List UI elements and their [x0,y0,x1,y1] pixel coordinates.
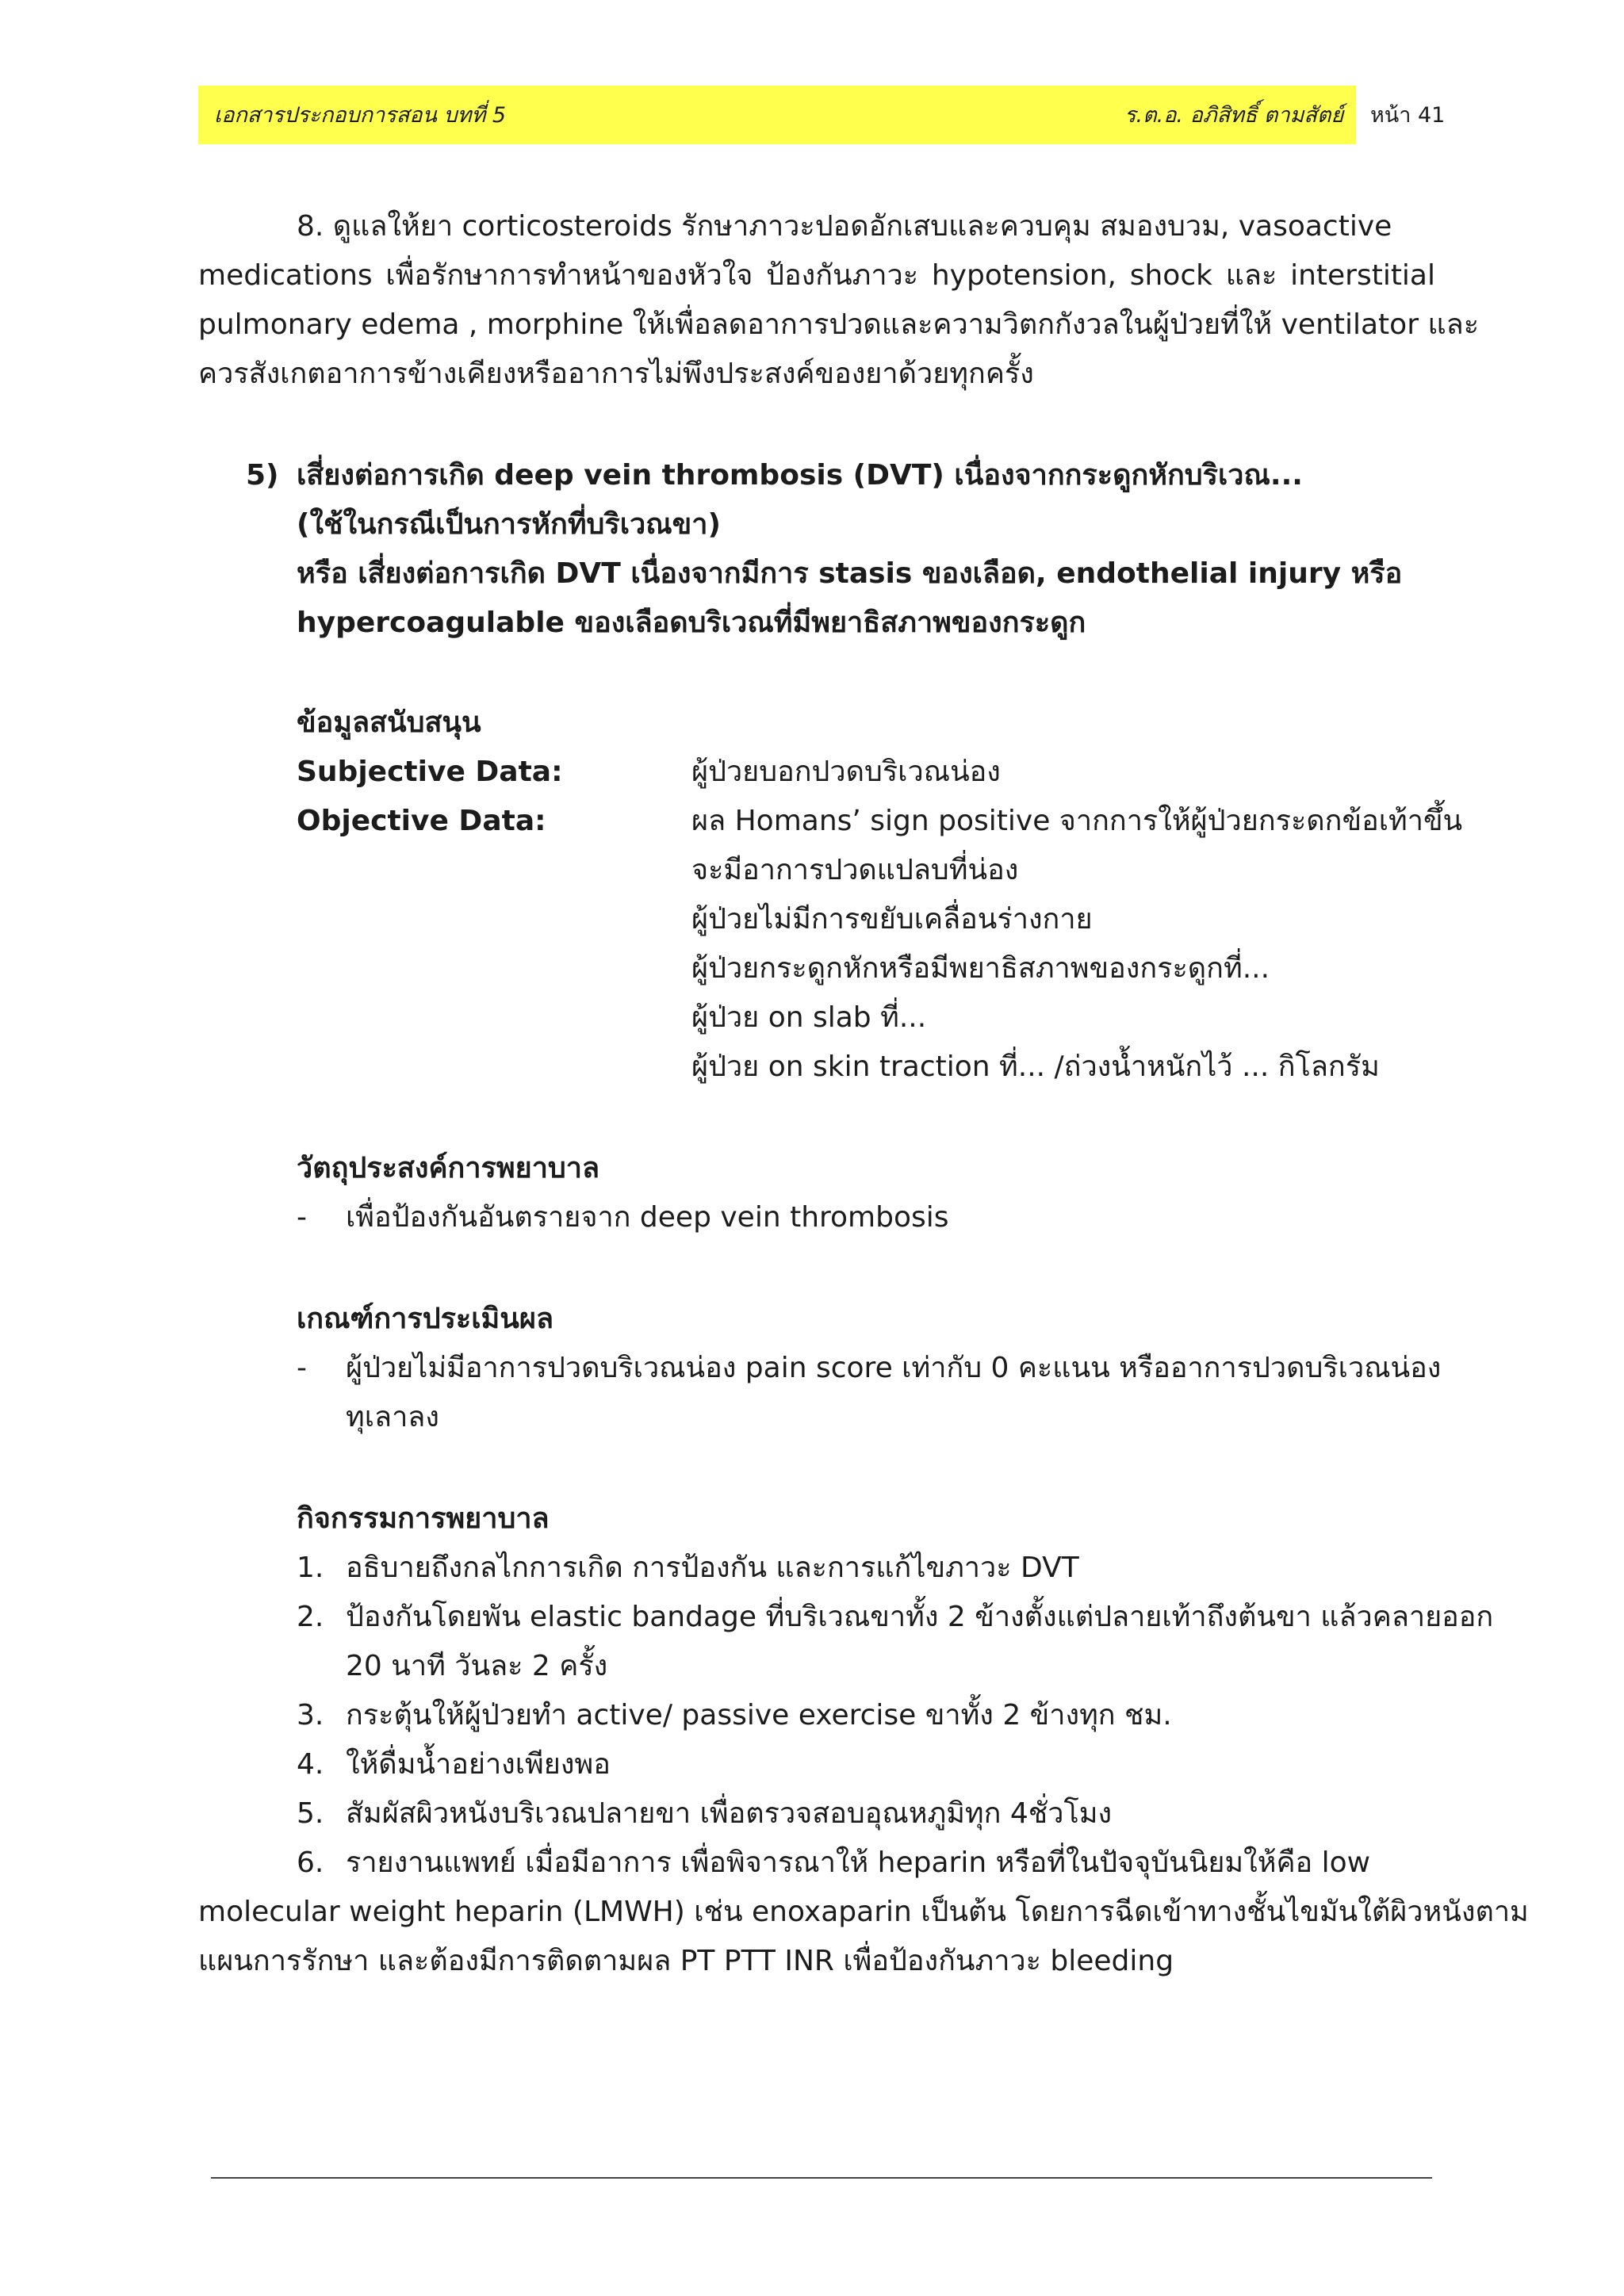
activity-text: ป้องกันโดยพัน elastic bandage ที่บริเวณขาทั้ง 2 ข้างตั้งแต่ปลายเท้าถึงต้นขา แล้วคลายออก [346,1601,1494,1633]
objective-item: เพื่อป้องกันอันตรายจาก deep vein thrombosis [346,1201,949,1234]
activity-number: 2. [297,1601,324,1633]
author-name: ร.ต.อ. อภิสิทธิ์ ตามสัตย์ [1124,103,1344,128]
subjective-value: ผู้ป่วยบอกปวดบริเวณน่อง [691,756,1001,788]
subjective-label: Subjective Data: [297,756,563,788]
activity-number: 3. [297,1699,324,1732]
objective-bullet: - [297,1201,307,1234]
supporting-heading: ข้อมูลสนับสนุน [297,706,481,739]
diagnosis-line-4: hypercoagulable ของเลือดบริเวณที่มีพยาธิสภาพของกระดูก [297,607,1086,639]
activity-text: 20 นาที วันละ 2 ครั้ง [346,1650,608,1682]
intro-line-1: 8. ดูแลให้ยา corticosteroids รักษาภาวะปอดอักเสบและควบคุม สมองบวม, vasoactive [297,210,1392,243]
activity-number: 1. [297,1552,324,1584]
criteria-bullet: - [297,1352,307,1384]
diagnosis-line-2: (ใช้ในกรณีเป็นการหักที่บริเวณขา) [297,508,721,541]
objective-label: Objective Data: [297,805,546,837]
diagnosis-line-1: เสี่ยงต่อการเกิด deep vein thrombosis (DVT) เนื่องจากกระดูกหักบริเวณ... [297,459,1303,492]
activity-text: กระตุ้นให้ผู้ป่วยทำ active/ passive exercise ขาทั้ง 2 ข้างทุก ชม. [346,1699,1172,1732]
document-title: เอกสารประกอบการสอน บทที่ 5 [214,103,507,128]
activity-continuation-2: แผนการรักษา และต้องมีการติดตามผล PT PTT INR เพื่อป้องกันภาวะ bleeding [198,1945,1174,1977]
activity-text: สัมผัสผิวหนังบริเวณปลายขา เพื่อตรวจสอบอุณหภูมิทุก 4ชั่วโมง [346,1797,1113,1830]
activity-number: 6. [297,1846,324,1879]
objective-value: ผู้ป่วย on slab ที่... [691,1001,927,1034]
activity-text: อธิบายถึงกลไกการเกิด การป้องกัน และการแก้ไขภาวะ DVT [346,1552,1079,1584]
intro-line-3: pulmonary edema , morphine ให้เพื่อลดอาการปวดและความวิตกกังวลในผู้ป่วยที่ให้ ventilator และ [198,308,1480,341]
activity-continuation-1: molecular weight heparin (LMWH) เช่น enoxaparin เป็นต้น โดยการฉีดเข้าทางชั้นไขมันใต้ผิวหนังตาม [198,1896,1529,1928]
footer-divider [211,2177,1432,2179]
objective-value: ผล Homans’ sign positive จากการให้ผู้ป่วยกระดกข้อเท้าขึ้น [691,805,1463,837]
objective-value: ผู้ป่วยกระดูกหักหรือมีพยาธิสภาพของกระดูกที่... [691,952,1270,985]
diagnosis-number: 5) [246,459,279,492]
objective-value: ผู้ป่วยไม่มีการขยับเคลื่อนร่างกาย [691,903,1093,936]
page-number: หน้า 41 [1370,103,1446,128]
objective-value: ผู้ป่วย on skin traction ที่... /ถ่วงน้ำหนักไว้ ... กิโลกรัม [691,1050,1380,1083]
objective-value: จะมีอาการปวดแปลบที่น่อง [691,854,1019,886]
objective-heading: วัตถุประสงค์การพยาบาล [297,1152,600,1184]
diagnosis-line-3: หรือ เสี่ยงต่อการเกิด DVT เนื่องจากมีการ stasis ของเลือด, endothelial injury หรือ [297,557,1403,590]
activity-number: 4. [297,1748,324,1781]
criteria-heading: เกณฑ์การประเมินผล [297,1303,554,1335]
activity-text: รายงานแพทย์ เมื่อมีอาการ เพื่อพิจารณาให้ heparin หรือที่ในปัจจุบันนิยมให้คือ low [346,1846,1371,1879]
criteria-line-1: ผู้ป่วยไม่มีอาการปวดบริเวณน่อง pain score เท่ากับ 0 คะแนน หรืออาการปวดบริเวณน่อง [346,1352,1442,1384]
criteria-line-2: ทุเลาลง [346,1401,439,1433]
activity-text: ให้ดื่มน้ำอย่างเพียงพอ [346,1748,611,1781]
intro-line-4: ควรสังเกตอาการข้างเคียงหรืออาการไม่พึงประสงค์ของยาด้วยทุกครั้ง [198,358,1034,390]
activity-number: 5. [297,1797,324,1830]
activities-heading: กิจกรรมการพยาบาล [297,1502,550,1535]
intro-line-2: medications เพื่อรักษาการทำหน้าของหัวใจ ป้องกันภาวะ hypotension, shock และ interstitial [198,259,1435,292]
